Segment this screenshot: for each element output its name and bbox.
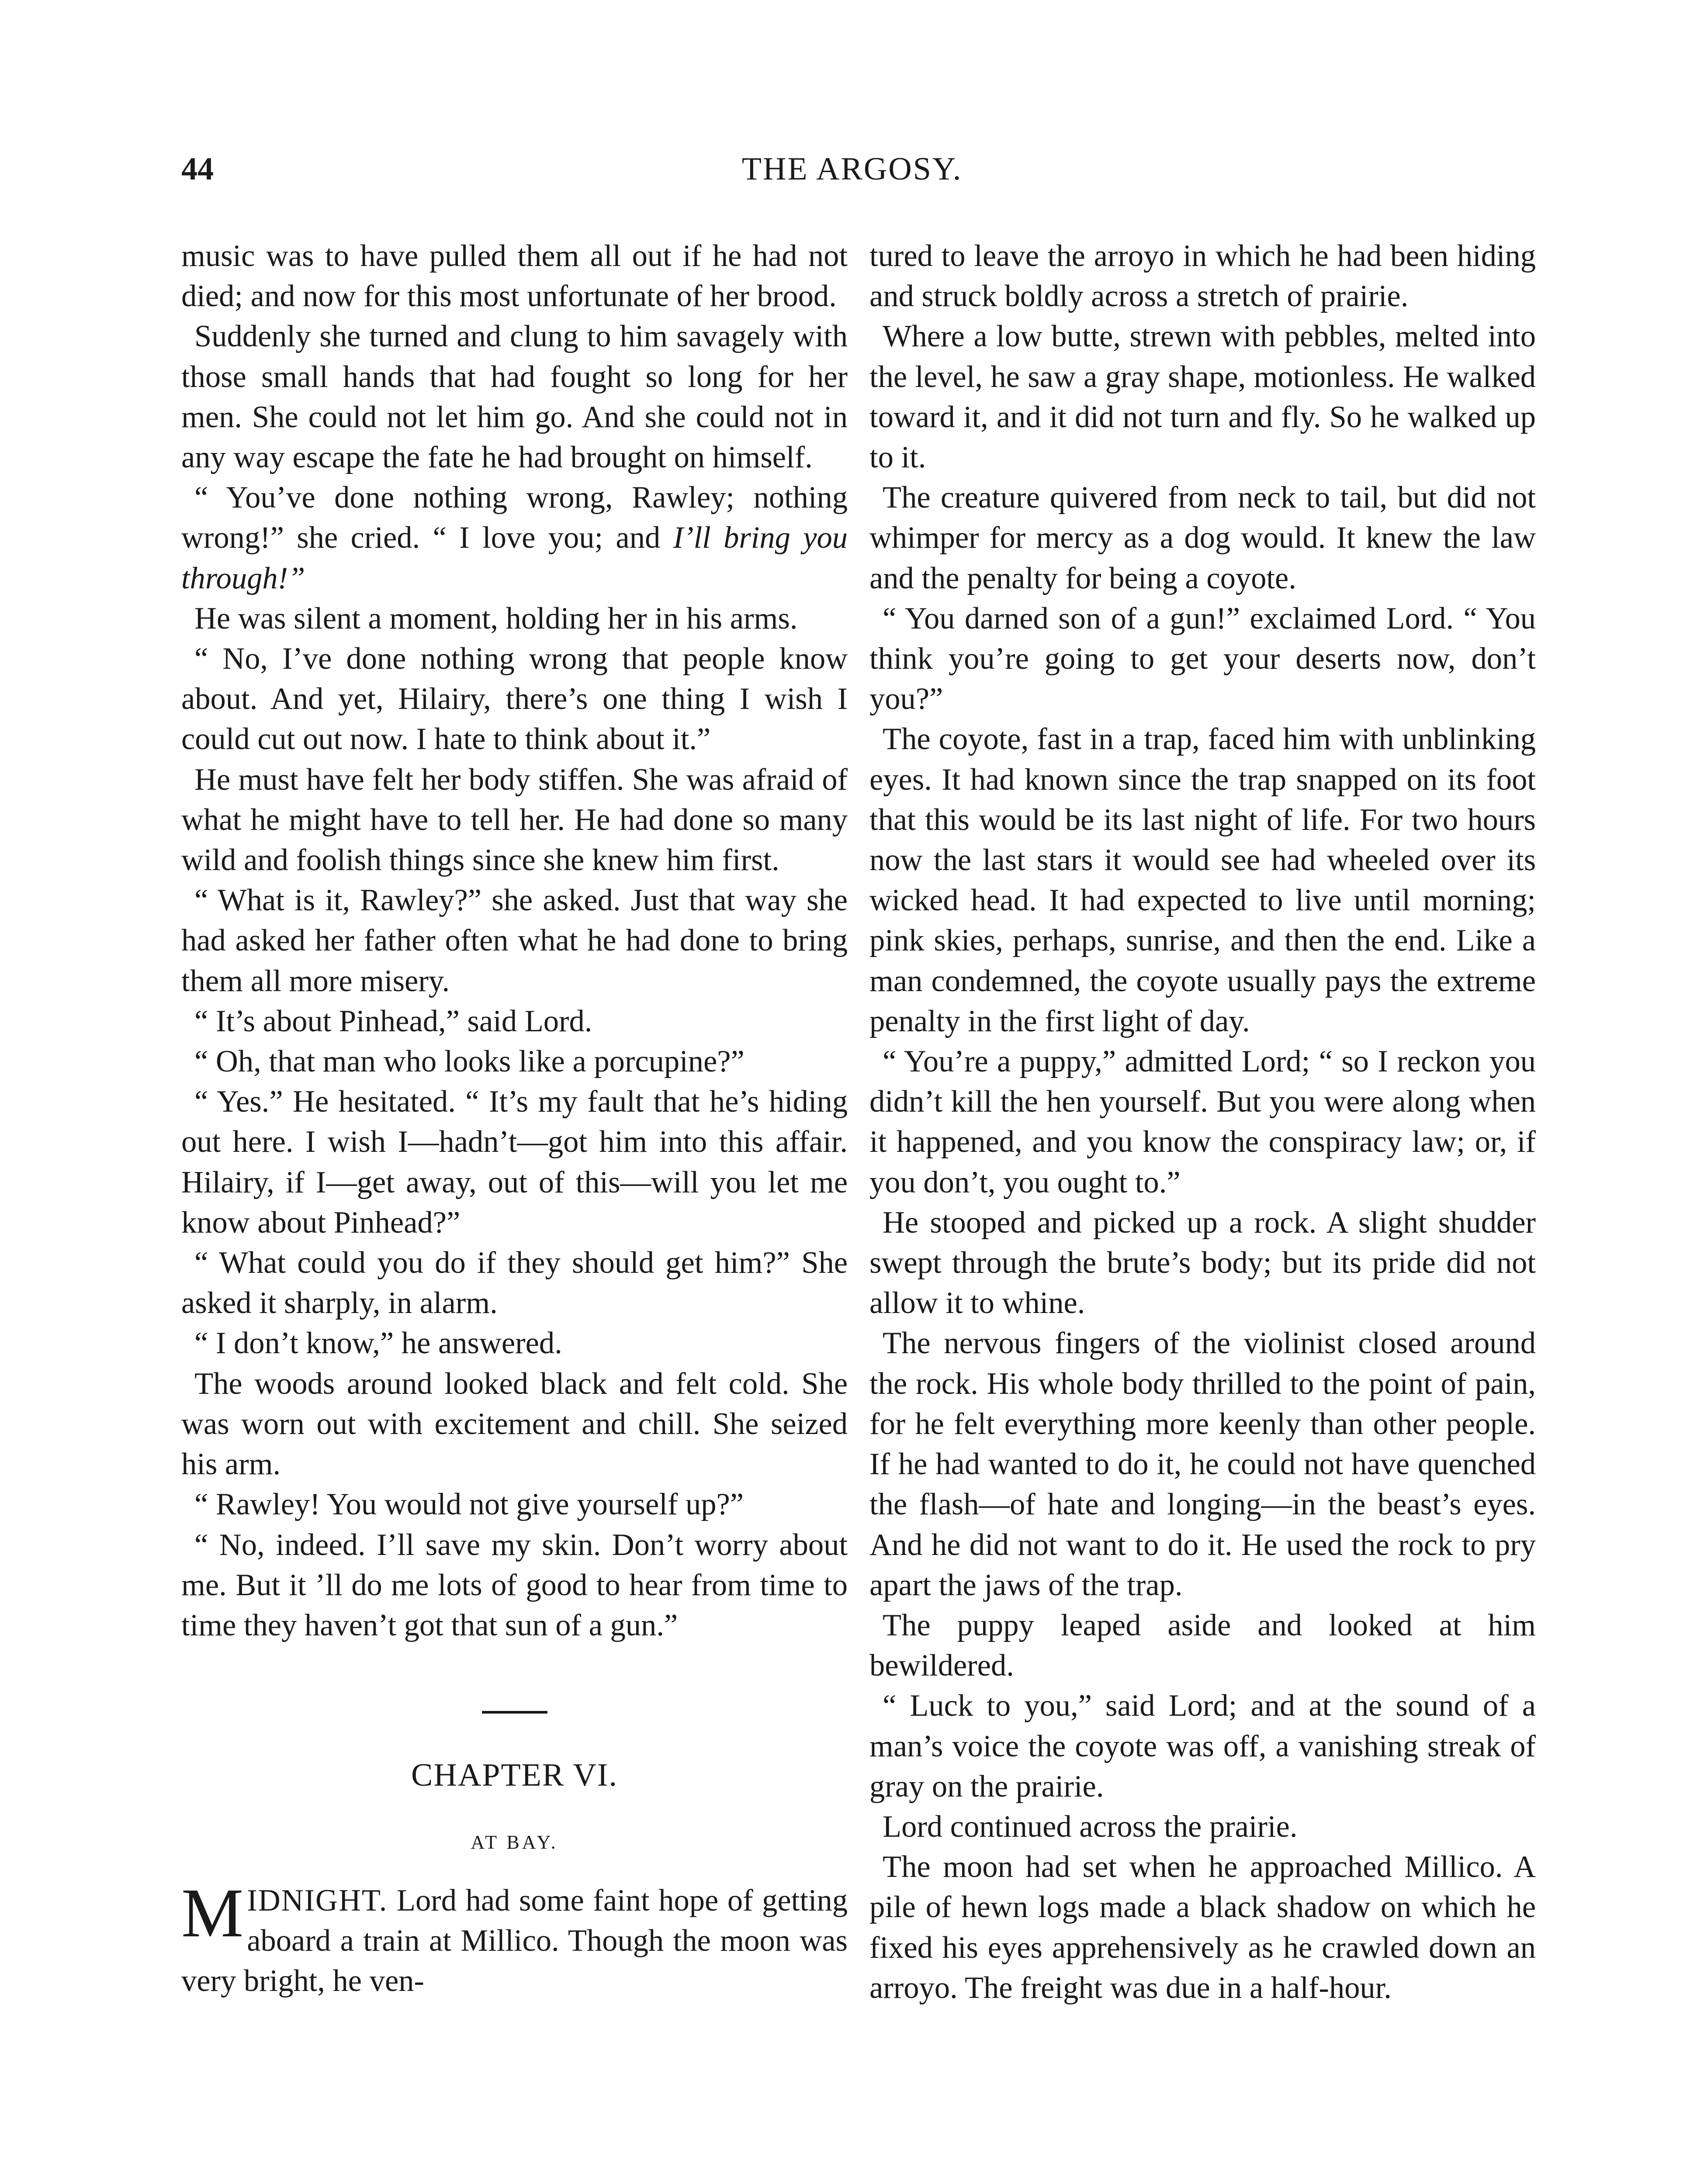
paragraph: “ Rawley! You would not give yourself up?” xyxy=(194,1487,744,1522)
section-divider xyxy=(482,1711,547,1714)
left-column xyxy=(181,236,848,2001)
paragraph: “ Oh, that man who looks like a porcupine?” xyxy=(194,1044,745,1079)
paragraph: “ What is it, Rawley?” she asked. Just that way she had asked her father often what he had done to bring them all more misery. xyxy=(181,883,848,998)
paragraph: The moon had set when he approached Millico. A pile of hewn logs made a black shadow on which he fixed his eyes apprehensively as he crawled down an arroyo. The freight was due in a half-hour. xyxy=(869,1850,1536,2005)
chapter-subtitle: AT BAY. xyxy=(471,1832,558,1853)
paragraph-text: “ You’ve done nothing wrong, Rawley; nothing wrong!” she cried. “ I love you; and xyxy=(181,480,848,555)
paragraph: “ It’s about Pinhead,” said Lord. xyxy=(194,1004,592,1038)
paragraph: “ Yes.” He hesitated. “ It’s my fault that he’s hiding out here. I wish I—hadn’t—got him into this affair. Hilairy, if I—get away, out of this—will you let me know about Pinhead?” xyxy=(181,1085,848,1240)
paragraph: The woods around looked black and felt cold. She was worn out with excitement and chill. She seized his arm. xyxy=(181,1366,848,1482)
drop-cap: M xyxy=(181,1873,244,1952)
paragraph: The puppy leaped aside and looked at him bewildered. xyxy=(869,1608,1536,1683)
page-number: 44 xyxy=(181,151,214,187)
paragraph: “ No, I’ve done nothing wrong that people know about. And yet, Hilairy, there’s one thing I wish I could cut out now. I hate to think about it.” xyxy=(181,642,848,757)
paragraph: “ I don’t know,” he answered. xyxy=(194,1326,562,1361)
running-title: THE ARGOSY. xyxy=(741,151,963,187)
paragraph: The creature quivered from neck to tail, but did not whimper for mercy as a dog would. It knew the law and the penalty for being a coyote. xyxy=(869,480,1536,595)
paragraph: The nervous fingers of the violinist closed around the rock. His whole body thrilled to the point of pain, for he felt everything more keenly than other people. If he had wanted to do it, he could not have quenched the flash—of hate and longing—in the beast’s eyes. And he did not want to do it. He used the rock to pry apart the jaws of the trap. xyxy=(869,1326,1536,1602)
paragraph-text: Lord had some faint hope of getting aboard a train at Millico. Though the moon was very bright, he ven- xyxy=(181,1883,848,1998)
paragraph: He must have felt her body stiffen. She was afraid of what he might have to tell her. He had done so many wild and foolish things since she knew him first. xyxy=(181,762,848,878)
right-column xyxy=(869,236,1536,2008)
paragraph xyxy=(181,477,848,598)
paragraph: The coyote, fast in a trap, faced him with unblinking eyes. It had known since the trap snapped on its foot that this would be its last night of life. For two hours now the last stars it would see had wheeled over its wicked head. It had expected to live until morning; pink skies, perhaps, sunrise, and then the end. Like a man condemned, the coyote usually pays the extreme penalty in the first light of day. xyxy=(869,722,1536,1038)
paragraph: “ Luck to you,” said Lord; and at the sound of a man’s voice the coyote was off, a vanishing streak of gray on the prairie. xyxy=(869,1689,1536,1804)
paragraph: music was to have pulled them all out if he had not died; and now for this most unfortunate of her brood. xyxy=(181,239,848,314)
chapter-opening-paragraph xyxy=(181,1873,848,2001)
paragraph: He was silent a moment, holding her in his arms. xyxy=(194,601,798,636)
paragraph: “ You’re a puppy,” admitted Lord; “ so I reckon you didn’t kill the hen yourself. But you were along when it happened, and you know the conspiracy law; or, if you don’t, you ought to.” xyxy=(869,1044,1536,1199)
paragraph: Suddenly she turned and clung to him savagely with those small hands that had fought so long for her men. She could not let him go. And she could not in any way escape the fate he had brought on himself. xyxy=(181,319,848,475)
paragraph: He stooped and picked up a rock. A slight shudder swept through the brute’s body; but its pride did not allow it to whine. xyxy=(869,1205,1536,1320)
paragraph: tured to leave the arroyo in which he had been hiding and struck boldly across a stretch of prairie. xyxy=(869,239,1536,314)
chapter-title: CHAPTER VI. xyxy=(411,1757,618,1794)
paragraph: Lord continued across the prairie. xyxy=(883,1809,1298,1844)
paragraph: “ You darned son of a gun!” exclaimed Lord. “ You think you’re going to get your deserts now, don’t you?” xyxy=(869,601,1536,716)
paragraph: “ What could you do if they should get him?” She asked it sharply, in alarm. xyxy=(181,1246,848,1320)
paragraph: Where a low butte, strewn with pebbles, melted into the level, he saw a gray shape, motionless. He walked toward it, and it did not turn and fly. So he walked up to it. xyxy=(869,319,1536,475)
opening-word: IDNIGHT. xyxy=(247,1883,388,1918)
italic-text: I’ll bring you through!” xyxy=(181,521,848,595)
paragraph: “ No, indeed. I’ll save my skin. Don’t worry about me. But it ’ll do me lots of good to hear from time to time they haven’t got that sun of a gun.” xyxy=(181,1527,848,1642)
